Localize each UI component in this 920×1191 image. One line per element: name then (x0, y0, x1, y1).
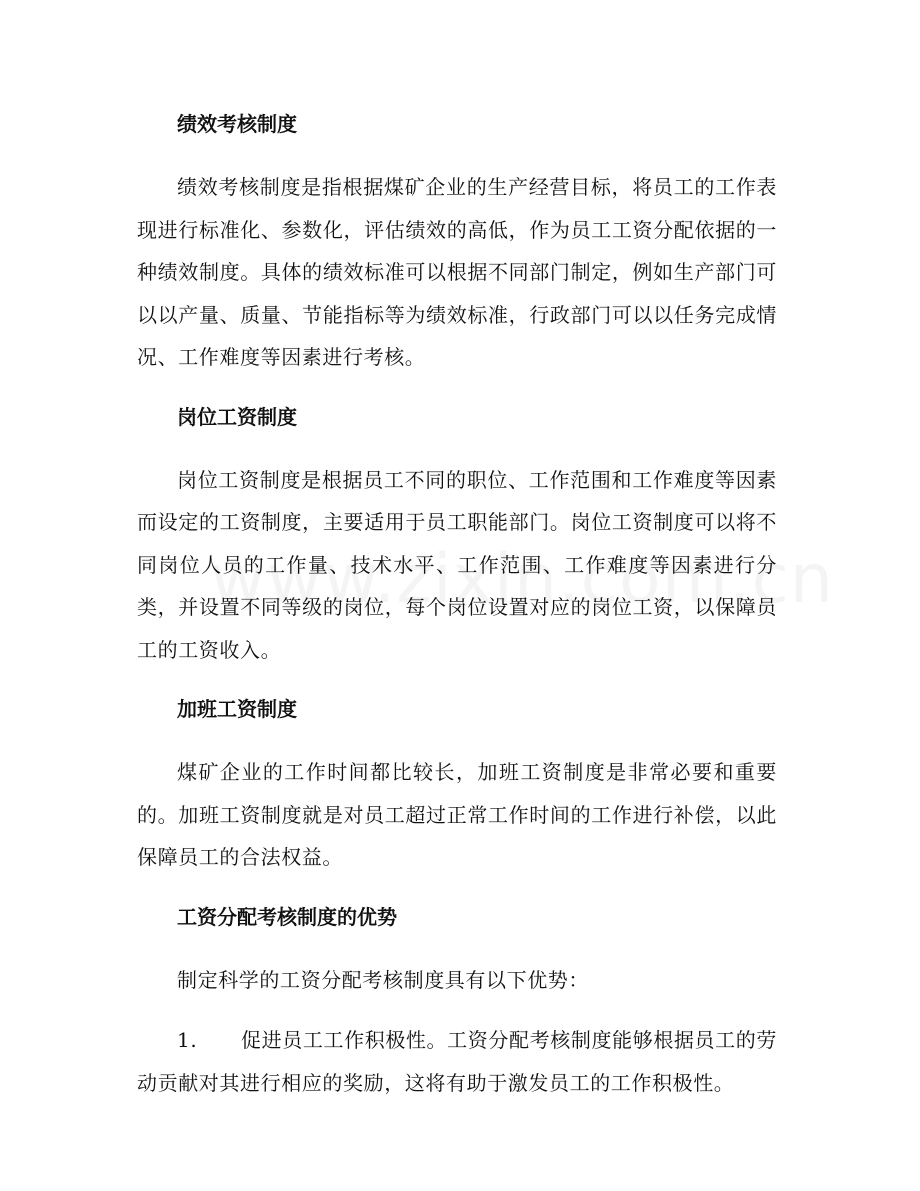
section-heading: 岗位工资制度 (177, 404, 297, 429)
section-heading: 绩效考核制度 (177, 112, 297, 136)
section-paragraph: 绩效考核制度是指根据煤矿企业的生产经营目标，将员工的工作表现进行标准化、参数化，评估绩效的高低，作为员工工资分配依据的一种绩效制度。具体的绩效标准可以根据不同部门制定，例如生产部门可以以产量、质量、节能指标等为绩效标准，行政部门可以以任务完成情况、工作难度等因素进行考核。 (137, 175, 777, 369)
list-item (137, 1019, 777, 1104)
list-text: 促进员工工作积极性。工资分配考核制度能够根据员工的劳动贡献对其进行相应的奖励，这将有助于激发员工的工作积极性。 (137, 1028, 777, 1095)
list-number: 1. (177, 1028, 198, 1052)
document-body (137, 104, 777, 1104)
section-heading: 加班工资制度 (177, 697, 297, 721)
section-paragraph: 制定科学的工资分配考核制度具有以下优势： (177, 967, 589, 992)
section-heading: 工资分配考核制度的优势 (177, 904, 397, 929)
section-paragraph: 煤矿企业的工作时间都比较长，加班工资制度是非常必要和重要的。加班工资制度就是对员工超过正常工作时间的工作进行补偿，以此保障员工的合法权益。 (137, 760, 777, 869)
section-paragraph: 岗位工资制度是根据员工不同的职位、工作范围和工作难度等因素而设定的工资制度，主要适用于员工职能部门。岗位工资制度可以将不同岗位人员的工作量、技术水平、工作范围、工作难度等因素进行分类，并设置不同等级的岗位，每个岗位设置对应的岗位工资，以保障员工的工资收入。 (137, 467, 777, 662)
